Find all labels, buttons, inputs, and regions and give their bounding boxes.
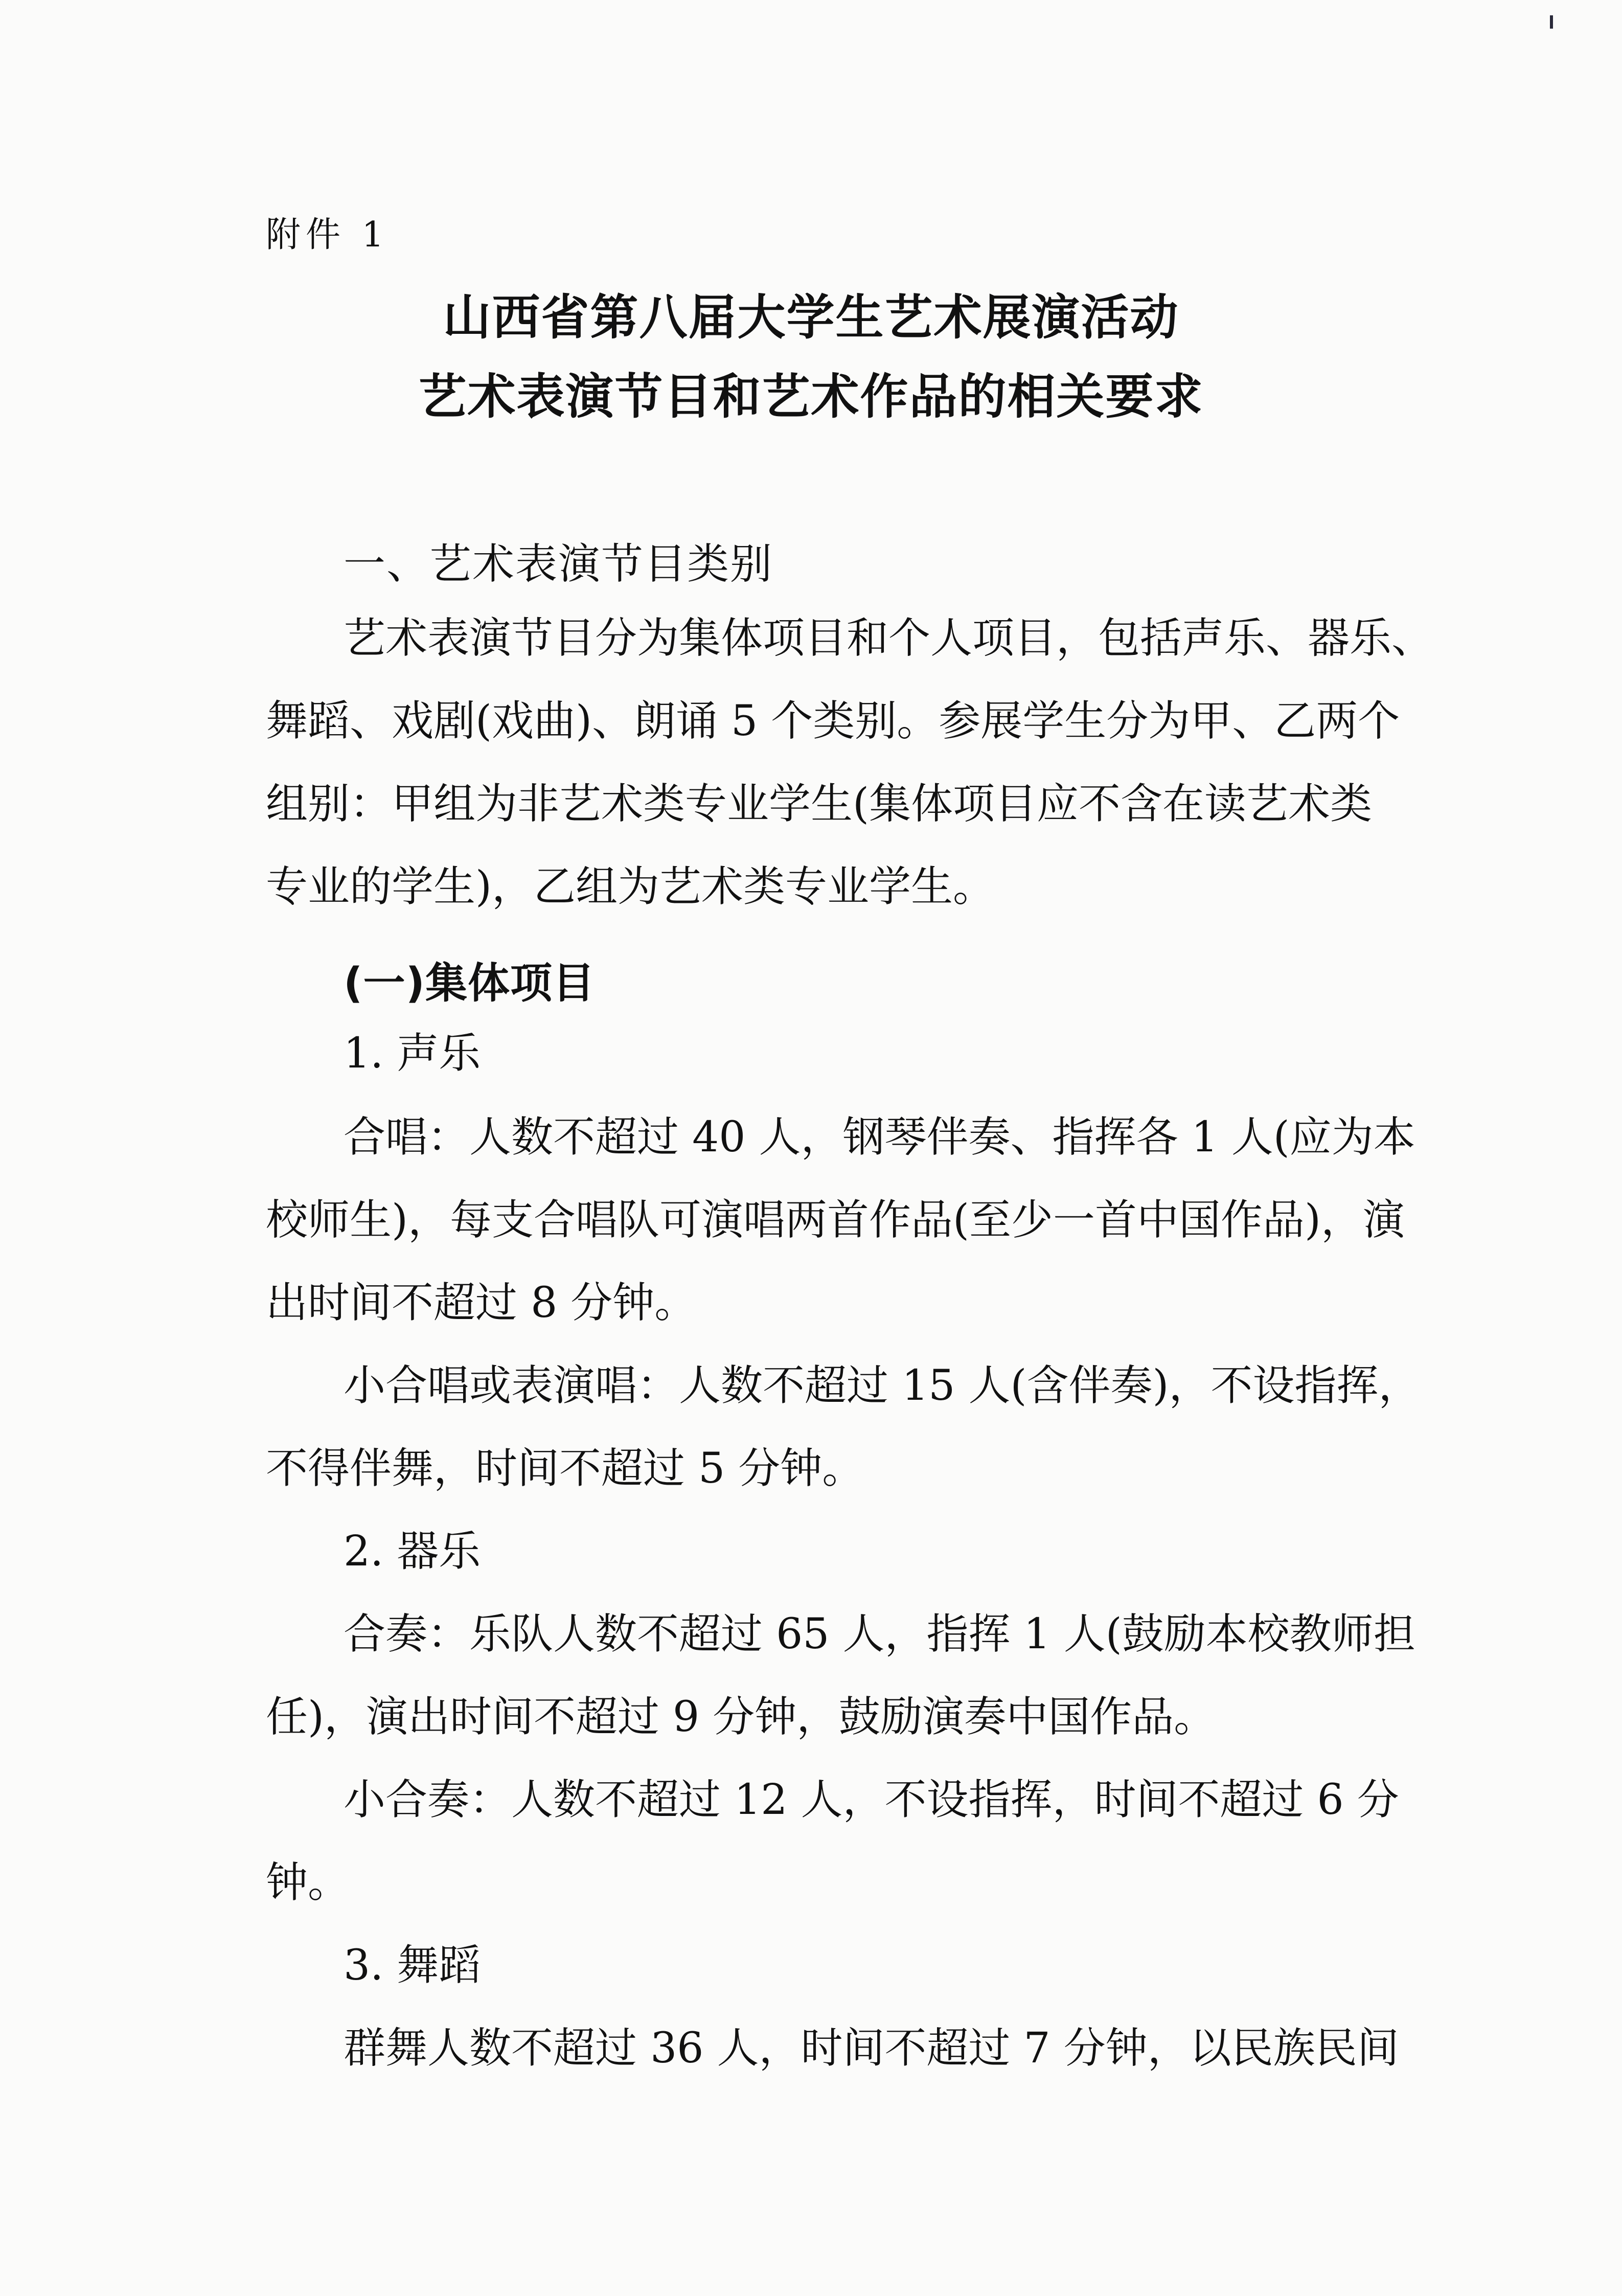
subsection-heading: (一)集体项目 <box>344 959 595 1008</box>
paragraph-line: 任)，演出时间不超过 9 分钟，鼓励演奏中国作品。 <box>266 1693 1216 1741</box>
paragraph-line: 合唱：人数不超过 40 人，钢琴伴奏、指挥各 1 人(应为本 <box>344 1113 1415 1162</box>
paragraph-line: 不得伴舞，时间不超过 5 分钟。 <box>266 1444 864 1493</box>
paragraph-line: 校师生)，每支合唱队可演唱两首作品(至少一首中国作品)，演 <box>266 1196 1405 1244</box>
paragraph-line: 组别：甲组为非艺术类专业学生(集体项目应不含在读艺术类 <box>266 780 1372 828</box>
paragraph-line: 出时间不超过 8 分钟。 <box>266 1279 697 1327</box>
item-heading: 1. 声乐 <box>344 1029 481 1078</box>
attachment-label: 附件 1 <box>266 215 389 255</box>
paragraph-line: 合奏：乐队人数不超过 65 人，指挥 1 人(鼓励本校教师担 <box>344 1610 1415 1658</box>
paragraph-line: 群舞人数不超过 36 人，时间不超过 7 分钟，以民族民间 <box>344 2024 1399 2073</box>
paragraph-line: 钟。 <box>266 1858 350 1907</box>
paragraph-line: 艺术表演节目分为集体项目和个人项目，包括声乐、器乐、 <box>344 614 1434 663</box>
document-title-line-1: 山西省第八届大学生艺术展演活动 <box>443 289 1179 346</box>
paragraph-line: 小合奏：人数不超过 12 人，不设指挥，时间不超过 6 分 <box>344 1776 1399 1824</box>
paragraph-line: 专业的学生)，乙组为艺术类专业学生。 <box>266 862 995 911</box>
section-heading: 一、艺术表演节目类别 <box>344 540 773 588</box>
paragraph-line: 舞蹈、戏剧(戏曲)、朗诵 5 个类别。参展学生分为甲、乙两个 <box>266 697 1400 745</box>
scan-mark <box>1550 15 1553 29</box>
paragraph-line: 小合唱或表演唱：人数不超过 15 人(含伴奏)，不设指挥， <box>344 1361 1421 1410</box>
item-heading: 3. 舞蹈 <box>344 1941 481 1990</box>
document-title-line-2: 艺术表演节目和艺术作品的相关要求 <box>418 369 1204 425</box>
item-heading: 2. 器乐 <box>344 1527 481 1576</box>
